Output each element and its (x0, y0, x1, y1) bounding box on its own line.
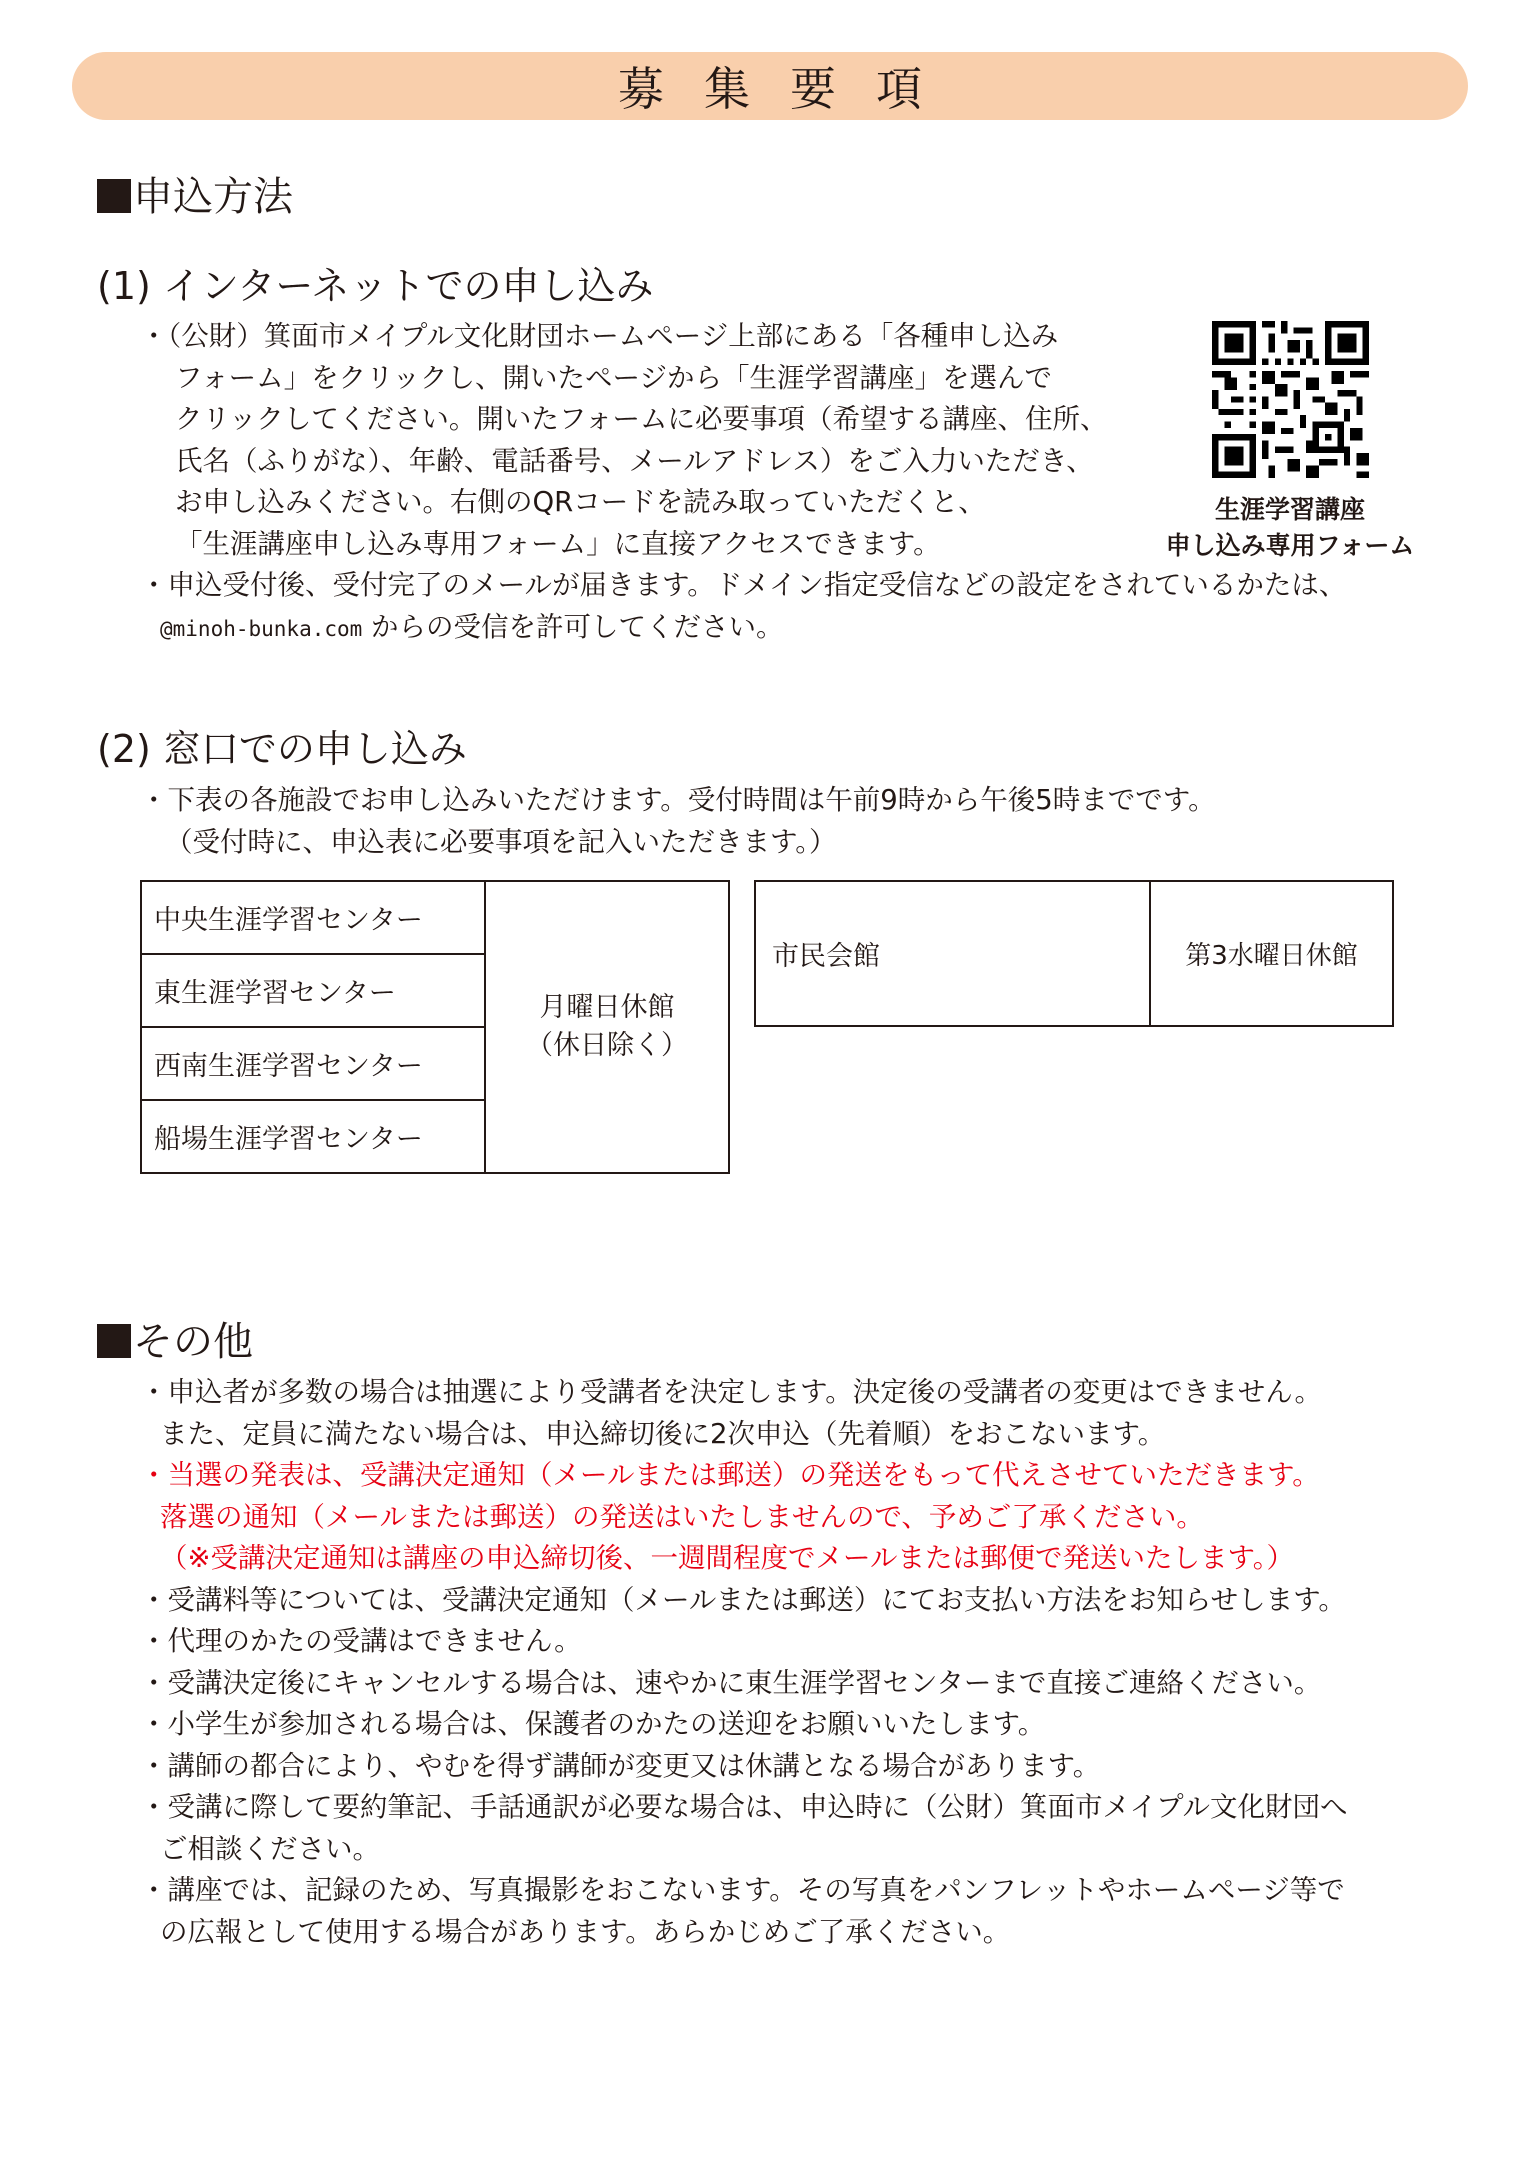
facility-name: 中央生涯学習センター (141, 881, 485, 954)
text-line: 落選の通知（メールまたは郵送）の発送はいたしませんので、予めご了承ください。 (160, 1500, 1204, 1533)
title-banner (72, 52, 1468, 120)
subheading-internet: (1) インターネットでの申し込み (97, 264, 654, 308)
text-line: ・受講料等については、受講決定通知（メールまたは郵送）にてお支払い方法をお知らせします。 (140, 1583, 1346, 1616)
list-item (140, 1746, 1348, 1788)
text-line: ・（公財）箕面市メイプル文化財団ホームページ上部にある「各種申し込み (140, 320, 1059, 352)
page-title: 募集要項 (618, 62, 962, 116)
closed-days: 月曜日休館 （休日除く） (485, 881, 729, 1173)
closed-days: 第3水曜日休館 (1150, 881, 1393, 1026)
section-heading-other: その他 (97, 1310, 253, 1367)
text-line: お申し込みください。右側のQRコードを読み取っていただくと、 (175, 486, 986, 518)
facility-table-civic-hall (754, 880, 1394, 1027)
text-line: （受付時に、申込表に必要事項を記入いただきます。） (165, 825, 837, 858)
text-line: ・受講決定後にキャンセルする場合は、速やかに東生涯学習センターまで直接ご連絡ください。 (140, 1666, 1322, 1699)
qr-caption: 生涯学習講座 申し込み専用フォーム (1165, 495, 1415, 560)
text-line: フォーム」をクリックし、開いたページから「生涯学習講座」を選んで (175, 361, 1052, 394)
text-line: クリックしてください。開いたフォームに必要事項（希望する講座、住所、 (175, 403, 1108, 435)
other-notes-list (140, 1372, 1348, 1953)
section-heading-application-method: 申込方法 (97, 165, 293, 222)
list-item (140, 1580, 1348, 1622)
facility-table-learning-centers (140, 880, 730, 1174)
facility-name: 船場生涯学習センター (141, 1100, 485, 1173)
text-line: ・下表の各施設でお申し込みいただけます。受付時間は午前9時から午後5時までです。 (140, 784, 1216, 816)
list-item (140, 1663, 1348, 1705)
list-item (140, 1870, 1348, 1953)
list-item (140, 1787, 1348, 1870)
facility-name: 西南生涯学習センター (141, 1027, 485, 1100)
list-item (140, 1455, 1348, 1580)
facility-name: 市民会館 (755, 881, 1150, 1026)
text-line: @minoh-bunka.com からの受信を許可してください。 (160, 610, 784, 643)
text-line: ・講師の都合により、やむを得ず講師が変更又は休講となる場合があります。 (140, 1749, 1101, 1782)
text-line: （※受講決定通知は講座の申込締切後、一週間程度でメールまたは郵便で発送いたします。） (160, 1542, 1295, 1574)
qr-code-icon[interactable] (1212, 321, 1369, 478)
text-line: 氏名（ふりがな）、年齢、電話番号、メールアドレス）をご入力いただき、 (175, 444, 1094, 477)
text-line: また、定員に満たない場合は、申込締切後に2次申込（先着順）をおこないます。 (160, 1417, 1166, 1450)
list-item (140, 1621, 1348, 1663)
square-bullet-icon (97, 179, 131, 213)
window-note (140, 780, 1216, 863)
text-line: 「生涯講座申し込み専用フォーム」に直接アクセスできます。 (175, 527, 941, 560)
text-line: ・申込受付後、受付完了のメールが届きます。ドメイン指定受信などの設定をされているかたは、 (140, 569, 1347, 601)
text-line: ・代理のかたの受講はできません。 (140, 1625, 582, 1657)
text-line: ・小学生が参加される場合は、保護者のかたの送迎をお願いいたします。 (140, 1708, 1046, 1740)
email-domain: @minoh-bunka.com (160, 616, 363, 641)
internet-bullet-2 (140, 565, 1346, 648)
text-line: ・講座では、記録のため、写真撮影をおこないます。その写真をパンフレットやホームページ等で (140, 1874, 1345, 1906)
list-item (140, 1372, 1348, 1455)
subheading-window: (2) 窓口での申し込み (97, 727, 467, 771)
text-line: ・受講に際して要約筆記、手話通訳が必要な場合は、申込時に（公財）箕面市メイプル文化財団へ (140, 1791, 1348, 1823)
text-line: ・申込者が多数の場合は抽選により受講者を決定します。決定後の受講者の変更はできません。 (140, 1376, 1322, 1408)
text-line: の広報として使用する場合があります。あらかじめご了承ください。 (160, 1915, 1011, 1948)
square-bullet-icon (97, 1324, 131, 1358)
text-line: ・当選の発表は、受講決定通知（メールまたは郵送）の発送をもって代えさせていただきます。 (140, 1459, 1320, 1491)
internet-bullet-1 (140, 316, 1108, 565)
list-item (140, 1704, 1348, 1746)
facility-name: 東生涯学習センター (141, 954, 485, 1027)
text-line: ご相談ください。 (160, 1832, 380, 1865)
